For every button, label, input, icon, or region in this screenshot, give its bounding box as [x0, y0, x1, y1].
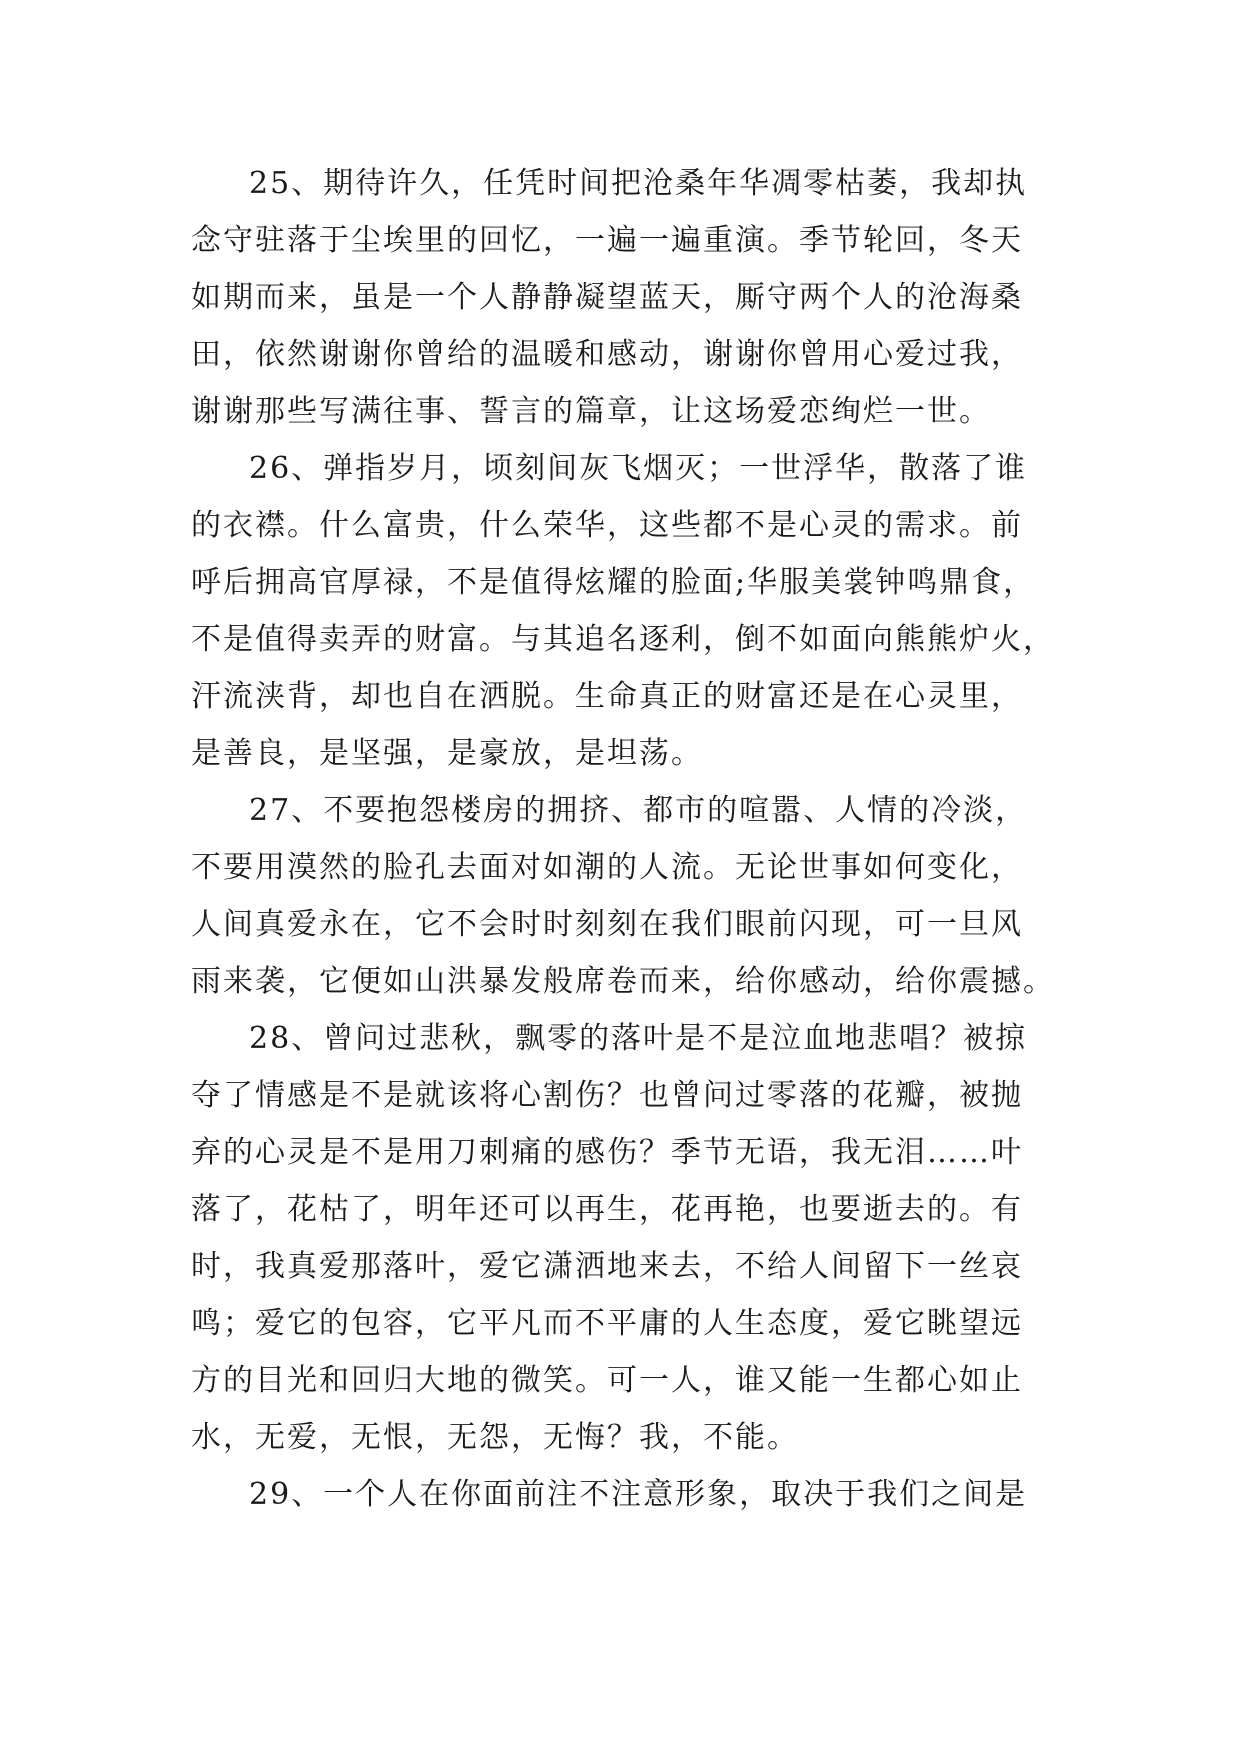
- text-line: 不是值得卖弄的财富。与其追名逐利，倒不如面向熊熊炉火，: [191, 622, 1055, 657]
- paragraph-25: [191, 155, 1051, 440]
- text-line: 26、弹指岁月，顷刻间灰飞烟灭；一世浮华，散落了谁: [249, 451, 1028, 486]
- text-line: 时，我真爱那落叶，爱它潇洒地来去，不给人间留下一丝哀: [191, 1249, 1023, 1284]
- text-line: 落了，花枯了，明年还可以再生，花再艳，也要逝去的。有: [191, 1192, 1023, 1227]
- text-line: 雨来袭，它便如山洪暴发般席卷而来，给你感动，给你震撼。: [191, 964, 1055, 999]
- document-body: [191, 155, 1055, 1523]
- text-line: 28、曾问过悲秋，飘零的落叶是不是泣血地悲唱？被掠: [249, 1021, 1028, 1056]
- text-line: 谢谢那些写满往事、誓言的篇章，让这场爱恋绚烂一世。: [191, 394, 991, 429]
- text-line: 不要用漠然的脸孔去面对如潮的人流。无论世事如何变化，: [191, 850, 1023, 885]
- text-line: 念守驻落于尘埃里的回忆，一遍一遍重演。季节轮回，冬天: [191, 223, 1023, 258]
- text-line: 如期而来，虽是一个人静静凝望蓝天，厮守两个人的沧海桑: [191, 280, 1023, 315]
- text-line: 呼后拥高官厚禄，不是值得炫耀的脸面;华服美裳钟鸣鼎食，: [191, 565, 1036, 600]
- text-line: 方的目光和回归大地的微笑。可一人，谁又能一生都心如止: [191, 1363, 1023, 1398]
- text-line: 人间真爱永在，它不会时时刻刻在我们眼前闪现，可一旦风: [191, 907, 1023, 942]
- text-line: 水，无爱，无恨，无怨，无悔？我，不能。: [191, 1420, 799, 1455]
- paragraph-26: [191, 440, 1055, 782]
- text-line: 鸣；爱它的包容，它平凡而不平庸的人生态度，爱它眺望远: [191, 1306, 1023, 1341]
- text-line: 夺了情感是不是就该将心割伤？也曾问过零落的花瓣，被抛: [191, 1078, 1023, 1113]
- text-line: 是善良，是坚强，是豪放，是坦荡。: [191, 736, 703, 771]
- paragraph-29: [191, 1466, 1051, 1523]
- paragraph-27: [191, 782, 1055, 1010]
- text-line: 的衣襟。什么富贵，什么荣华，这些都不是心灵的需求。前: [191, 508, 1023, 543]
- text-line: 汗流浃背，却也自在洒脱。生命真正的财富还是在心灵里，: [191, 679, 1023, 714]
- text-line: 27、不要抱怨楼房的拥挤、都市的喧嚣、人情的冷淡，: [249, 793, 1028, 828]
- text-line: 弃的心灵是不是用刀刺痛的感伤？季节无语，我无泪……叶: [191, 1135, 1023, 1170]
- text-line: 田，依然谢谢你曾给的温暖和感动，谢谢你曾用心爱过我，: [191, 337, 1023, 372]
- paragraph-28: [191, 1010, 1051, 1466]
- text-line: 29、一个人在你面前注不注意形象，取决于我们之间是: [249, 1477, 1028, 1512]
- text-line: 25、期待许久，任凭时间把沧桑年华凋零枯萎，我却执: [249, 166, 1028, 201]
